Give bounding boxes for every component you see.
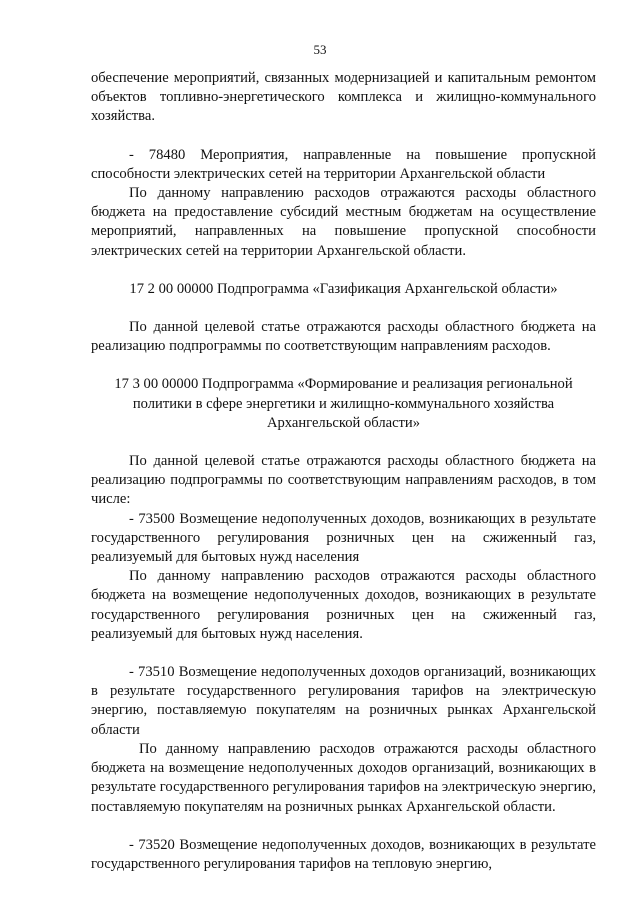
item-73500: - 73500 Возмещение недополученных доходов, возникающих в результате государственного регулирования розничных цен на сжиженный газ, реализуемый для бытовых нужд населения bbox=[91, 510, 596, 566]
item-78480: - 78480 Мероприятия, направленные на повышение пропускной способности электрических сетей на территории Архангельской области bbox=[91, 146, 596, 182]
page-number: 53 bbox=[313, 42, 327, 57]
item-73510: - 73510 Возмещение недополученных доходов организаций, возникающих в результате государственного регулирования тарифов на электрическую энергию, поставляемую покупателям на розничных рынках Архангельской области bbox=[91, 664, 596, 738]
subprogram-heading-17-2: 17 2 00 00000 Подпрограмма «Газификация Архангельской области» bbox=[129, 280, 558, 297]
subprogram-17-3-description: По данной целевой статье отражаются расходы областного бюджета на реализацию подпрограммы по соответствующим направлениям расходов, в том числе: bbox=[91, 453, 596, 508]
document-body bbox=[91, 69, 596, 874]
item-73500-description: По данному направлению расходов отражаются расходы областного бюджета на возмещение недополученных доходов, возникающих в результате государственного регулирования розничных цен на сжиженный газ, реализуемый для бытовых нужд населения. bbox=[91, 568, 596, 642]
item-73510-description: По данному направлению расходов отражаются расходы областного бюджета на возмещение недополученных доходов организаций, возникающих в результате государственного регулирования тарифов на электрическую энергию, поставляемую покупателям на розничных рынках Архангельской области. bbox=[91, 740, 596, 815]
paragraph-continuation: обеспечение мероприятий, связанных модернизацией и капитальным ремонтом объектов топливно-энергетического комплекса и жилищно-коммунального хозяйства. bbox=[91, 70, 596, 125]
subprogram-17-2-description: По данной целевой статье отражаются расходы областного бюджета на реализацию подпрограммы по соответствующим направлениям расходов. bbox=[91, 319, 596, 355]
subprogram-heading-17-3: 17 3 00 00000 Подпрограмма «Формирование и реализация региональной политики в сфере энергетики и жилищно-коммунального хозяйства Архангельской области» bbox=[114, 376, 573, 431]
item-73520: - 73520 Возмещение недополученных доходов, возникающих в результате государственного регулирования тарифов на тепловую энергию, bbox=[91, 836, 596, 872]
item-78480-description: По данному направлению расходов отражаются расходы областного бюджета на предоставление субсидий местным бюджетам на осуществление мероприятий, направленных на повышение пропускной способности электрических сетей на территории Архангельской области. bbox=[91, 185, 596, 259]
